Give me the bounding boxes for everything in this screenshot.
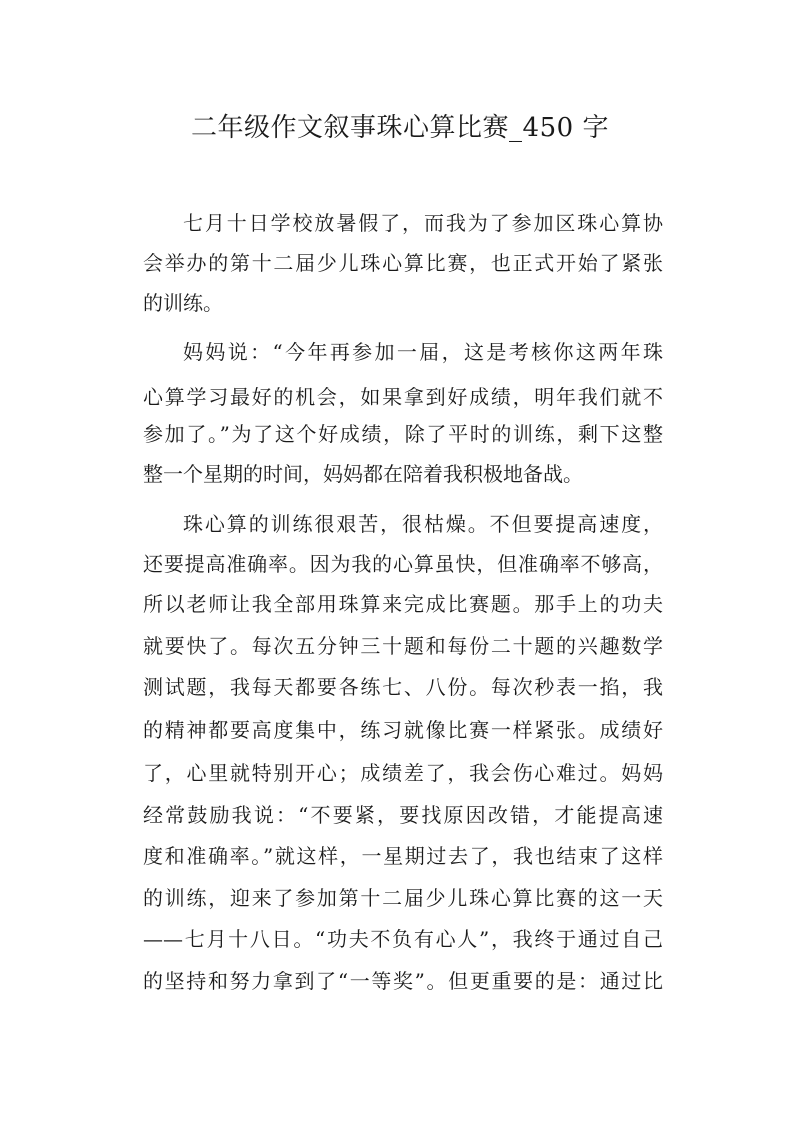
text-line: 所以老师让我全部用珠算来完成比赛题。那手上的功夫 (143, 592, 663, 616)
text-line: 测试题，我每天都要各练七、八份。每次秒表一掐，我 (143, 675, 663, 699)
text-line: 心算学习最好的机会，如果拿到好成绩，明年我们就不 (143, 385, 663, 409)
text-line: 七月十日学校放暑假了，而我为了参加区珠心算协 (183, 211, 663, 235)
text-line: 的精神都要高度集中，练习就像比赛一样紧张。成绩好 (143, 718, 663, 742)
text-line: 的坚持和努力拿到了“一等奖”。但更重要的是：通过比 (143, 969, 663, 993)
document-title: 二年级作文叙事珠心算比赛_450 字 (191, 113, 609, 143)
text-line: 了，心里就特别开心；成绩差了，我会伤心难过。妈妈 (143, 761, 663, 785)
text-line: 整一个星期的时间，妈妈都在陪着我积极地备战。 (143, 462, 583, 486)
text-line: ——七月十八日。“功夫不负有心人”，我终于通过自己 (143, 927, 663, 951)
text-line: 经常鼓励我说：“不要紧，要找原因改错，才能提高速 (143, 803, 663, 827)
text-line: 珠心算的训练很艰苦，很枯燥。不但要提高速度， (183, 512, 663, 536)
text-line: 会举办的第十二届少儿珠心算比赛，也正式开始了紧张 (143, 251, 663, 275)
text-line: 的训练，迎来了参加第十二届少儿珠心算比赛的这一天 (143, 886, 663, 910)
text-line: 还要提高准确率。因为我的心算虽快，但准确率不够高， (143, 552, 663, 576)
text-line: 妈妈说：“今年再参加一届，这是考核你这两年珠 (183, 340, 663, 364)
text-line: 就要快了。每次五分钟三十题和每份二十题的兴趣数学 (143, 634, 663, 658)
text-line: 参加了。”为了这个好成绩，除了平时的训练，剩下这整 (143, 422, 663, 446)
text-line: 的训练。 (143, 291, 223, 315)
text-line: 度和准确率。”就这样，一星期过去了，我也结束了这样 (143, 844, 663, 868)
